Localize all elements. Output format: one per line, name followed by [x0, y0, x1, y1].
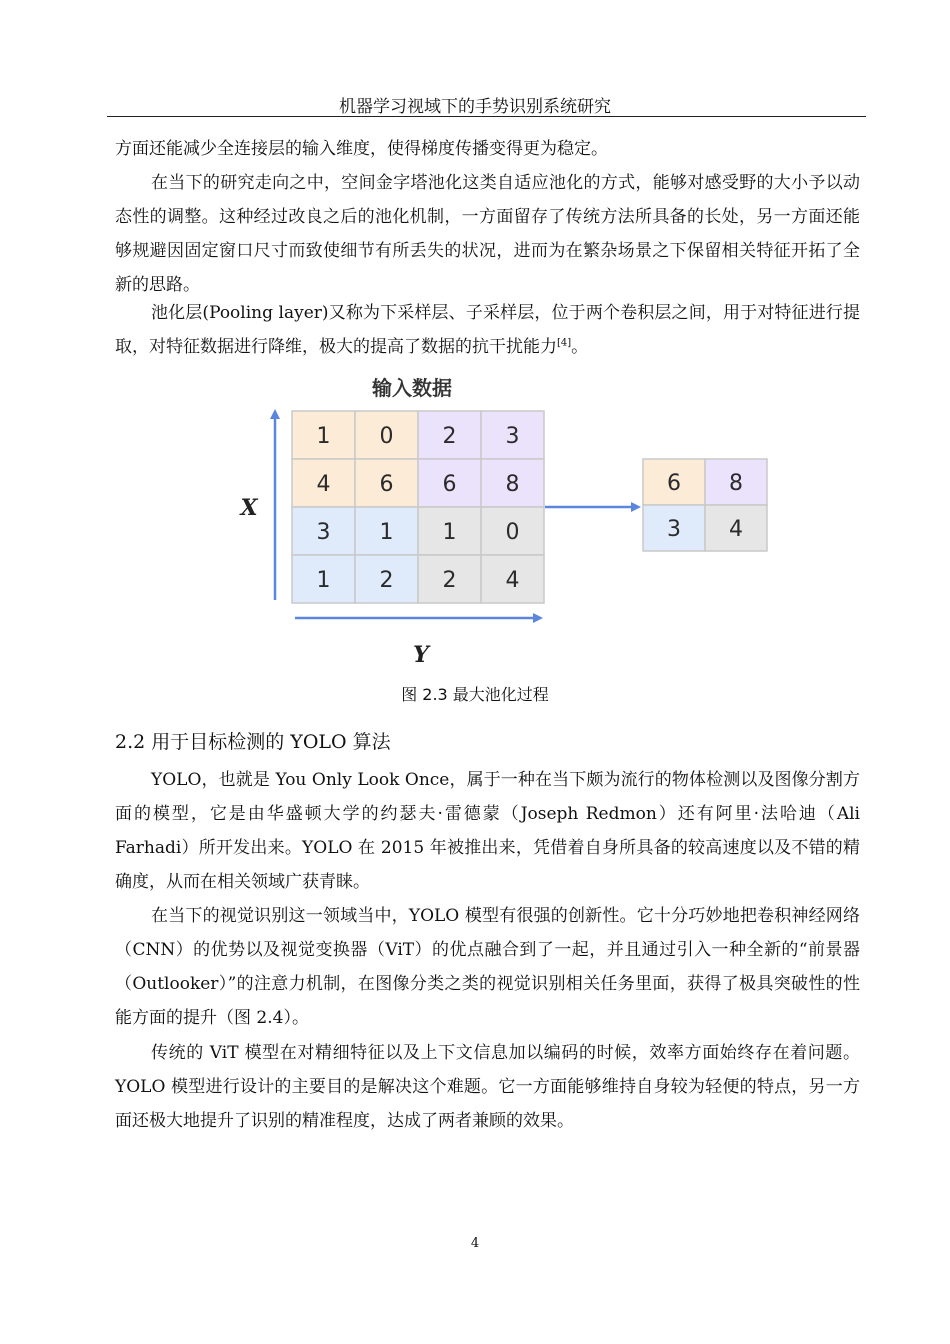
- input-grid: [292, 411, 544, 603]
- header-rule: [107, 116, 866, 117]
- paragraph-3-end: 。: [571, 337, 589, 357]
- running-header: 机器学习视域下的手势识别系统研究: [339, 97, 611, 117]
- input-value-1-0: 4: [316, 472, 331, 497]
- input-value-2-2: 1: [442, 520, 457, 545]
- y-axis-label: Y: [413, 642, 429, 668]
- input-value-1-3: 8: [505, 472, 520, 497]
- max-pooling-figure: [0, 368, 950, 668]
- input-value-3-1: 2: [379, 568, 394, 593]
- paragraph-3: [115, 296, 860, 364]
- output-value-0-0: 6: [667, 471, 681, 496]
- input-value-1-2: 6: [442, 472, 457, 497]
- input-value-0-1: 0: [379, 424, 394, 449]
- input-value-2-0: 3: [316, 520, 331, 545]
- paragraph-2: 在当下的研究走向之中，空间金字塔池化这类自适应池化的方式，能够对感受野的大小予以动态性的调整。这种经过改良之后的池化机制，一方面留存了传统方法所具备的长处，另一方面还能够规避因固定窗口尺寸而致使细节有所丢失的状况，进而为在繁杂场景之下保留相关特征开拓了全新的思路。: [115, 173, 860, 295]
- figure-caption: 图 2.3 最大池化过程: [401, 685, 549, 704]
- input-value-0-0: 1: [316, 424, 331, 449]
- paragraph-3-text: 池化层(Pooling layer)又称为下采样层、子采样层，位于两个卷积层之间，用于对特征进行提取，对特征数据进行降维，极大的提高了数据的抗干扰能力: [115, 303, 860, 357]
- input-value-0-3: 3: [505, 424, 520, 449]
- input-value-0-2: 2: [442, 424, 457, 449]
- input-value-2-1: 1: [379, 520, 394, 545]
- output-value-0-1: 8: [729, 471, 743, 496]
- input-value-3-0: 1: [316, 568, 331, 593]
- input-value-2-3: 0: [505, 520, 520, 545]
- output-value-1-0: 3: [667, 517, 681, 542]
- page-number: 4: [470, 1236, 480, 1251]
- section-heading: 2.2 用于目标检测的 YOLO 算法: [115, 731, 391, 753]
- paragraph-6: 传统的 ViT 模型在对精细特征以及上下文信息加以编码的时候，效率方面始终存在着问题。YOLO 模型进行设计的主要目的是解决这个难题。它一方面能够维持自身较为轻便的特点，另一方面还极大地提升了识别的精准程度，达成了两者兼顾的效果。: [115, 1043, 860, 1131]
- x-axis-label: X: [240, 495, 258, 521]
- paragraph-5: 在当下的视觉识别这一领域当中，YOLO 模型有很强的创新性。它十分巧妙地把卷积神经网络（CNN）的优势以及视觉变换器（ViT）的优点融合到了一起，并且通过引入一种全新的“前景器（Outlooker）”的注意力机制，在图像分类之类的视觉识别相关任务里面，获得了极具突破性的性能方面的提升（图 2.4）。: [115, 906, 860, 1028]
- input-value-3-2: 2: [442, 568, 457, 593]
- input-value-1-1: 6: [379, 472, 394, 497]
- output-value-1-1: 4: [729, 517, 743, 542]
- figure-title: 输入数据: [372, 376, 452, 400]
- citation-4[interactable]: [4]: [557, 337, 572, 349]
- paragraph-4: YOLO，也就是 You Only Look Once，属于一种在当下颇为流行的物体检测以及图像分割方面的模型，它是由华盛顿大学的约瑟夫·雷德蒙（Joseph Redmon）还有阿里·法哈迪（Ali Farhadi）所开发出来。YOLO 在 2015 年被推出来，凭借着自身所具备的较高速度以及不错的精确度，从而在相关领域广获青睐。: [115, 770, 860, 892]
- paragraph-1: 方面还能减少全连接层的输入维度，使得梯度传播变得更为稳定。: [115, 139, 608, 159]
- max-pooling-diagram: [0, 368, 950, 668]
- output-grid: [643, 459, 767, 551]
- input-value-3-3: 4: [505, 568, 520, 593]
